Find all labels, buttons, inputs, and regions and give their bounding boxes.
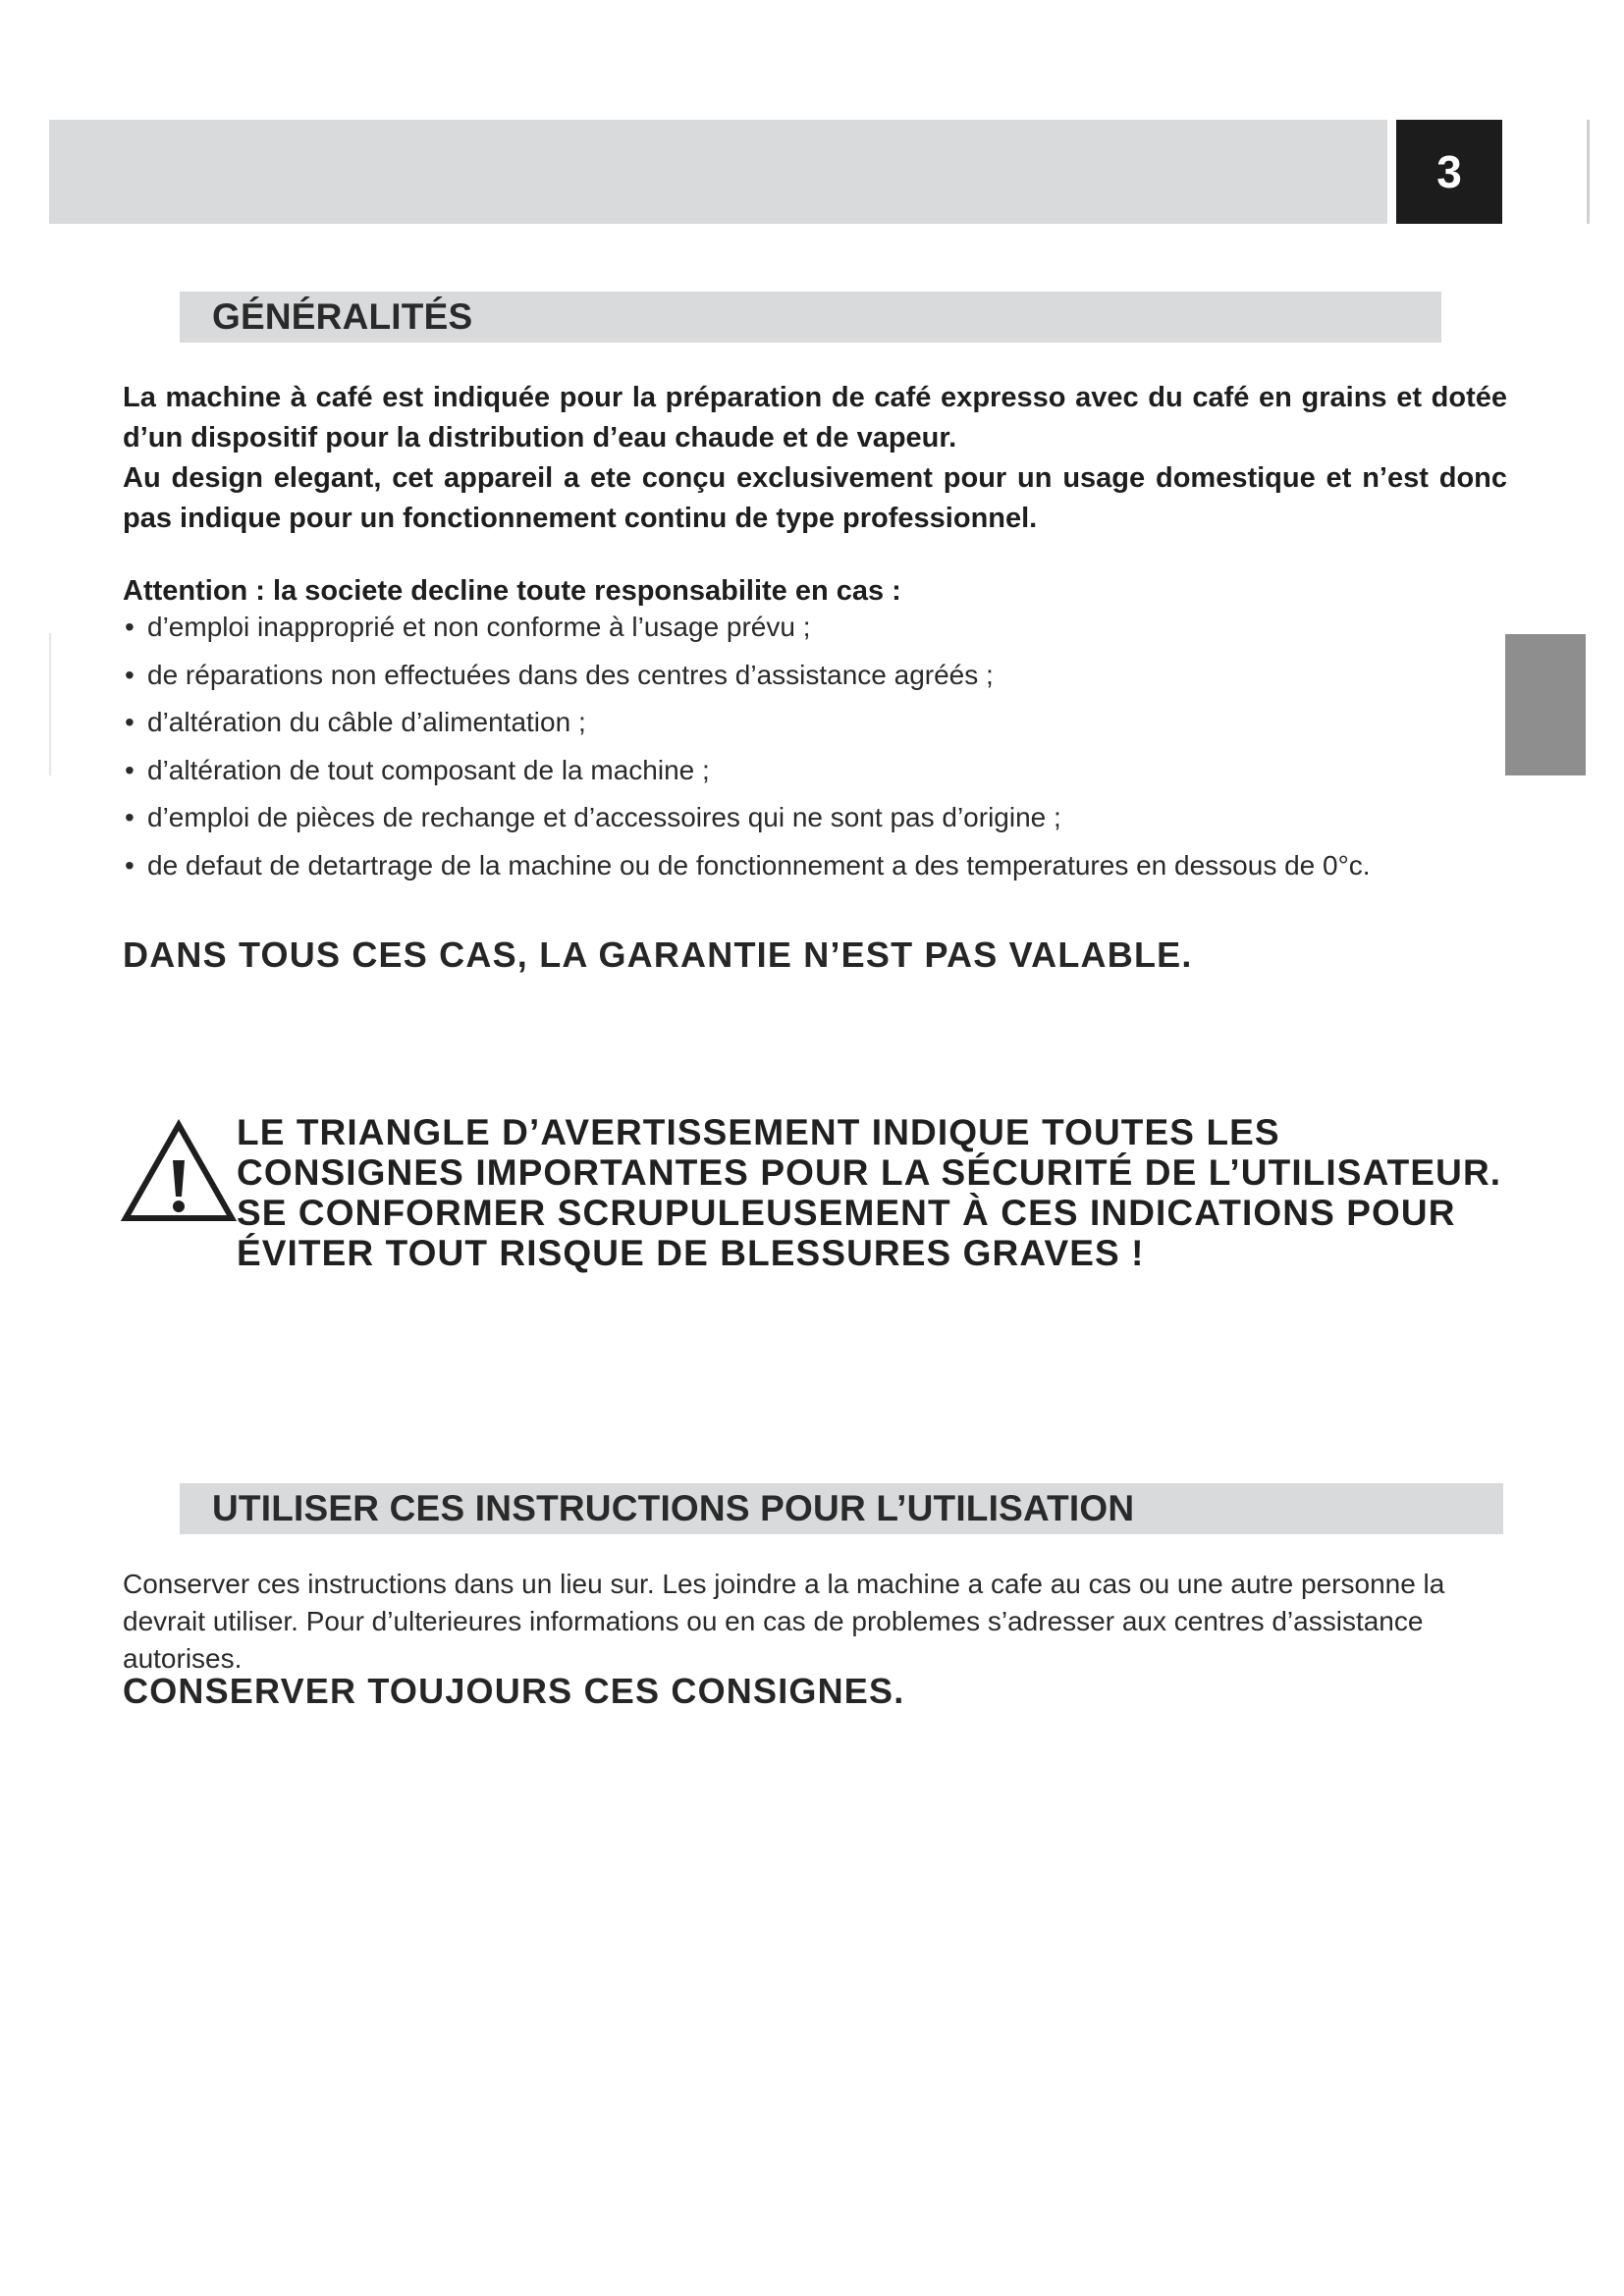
list-item: • d’emploi inapproprié et non conforme à l’usage prévu ;: [123, 609, 1497, 657]
header-bar: [49, 120, 1387, 224]
page-edge-line-left: [49, 633, 51, 775]
list-item: • d’emploi de pièces de rechange et d’accessoires qui ne sont pas d’origine ;: [123, 799, 1497, 847]
list-item: • de defaut de detartrage de la machine ou de fonctionnement a des temperatures en dessous de 0°c.: [123, 847, 1497, 895]
warning-triangle-icon: [121, 1119, 237, 1225]
list-item: • d’altération de tout composant de la machine ;: [123, 752, 1497, 800]
page-number: 3: [1396, 120, 1502, 224]
page-edge-line: [1587, 120, 1590, 224]
section-title: UTILISER CES INSTRUCTIONS POUR L’UTILISATION: [212, 1488, 1135, 1528]
section-header-usage: [180, 1483, 1503, 1534]
intro-paragraph: La machine à café est indiquée pour la préparation de café expresso avec du café en grains et dotée d’un dispositif pour la distribution d’eau chaude et de vapeur.: [123, 382, 1507, 454]
attention-line: Attention : la societe decline toute responsabilite en cas :: [123, 575, 901, 607]
usage-paragraph: Conserver ces instructions dans un lieu sur. Les joindre a la machine a cafe au cas ou une autre personne la devrait utiliser. Pour d’ulterieures informations ou en cas de problemes s’adresser aux centres d’assistance autorises.: [123, 1569, 1445, 1674]
list-item: • de réparations non effectuées dans des centres d’assistance agréés ;: [123, 657, 1497, 705]
keep-instructions-heading: CONSERVER TOUJOURS CES CONSIGNES.: [123, 1671, 905, 1711]
liability-list: [123, 609, 1497, 894]
section-header-generalites: [180, 292, 1441, 343]
design-paragraph: Au design elegant, cet appareil a ete conçu exclusivement pour un usage domestique et n’est donc pas indique pour un fonctionnement continu de type professionnel.: [123, 462, 1507, 534]
side-tab-marker: [1505, 634, 1586, 775]
guarantee-heading: DANS TOUS CES CAS, LA GARANTIE N’EST PAS VALABLE.: [123, 934, 1193, 975]
warning-text: LE TRIANGLE D’AVERTISSEMENT INDIQUE TOUTES LES CONSIGNES IMPORTANTES POUR LA SÉCURITÉ DE L’UTILISATEUR. SE CONFORMER SCRUPULEUSEMENT À CES INDICATIONS POUR ÉVITER TOUT RISQUE DE BLESSURES GRAVES !: [237, 1112, 1502, 1273]
section-title: GÉNÉRALITÉS: [212, 296, 473, 337]
list-item: • d’altération du câble d’alimentation ;: [123, 704, 1497, 752]
